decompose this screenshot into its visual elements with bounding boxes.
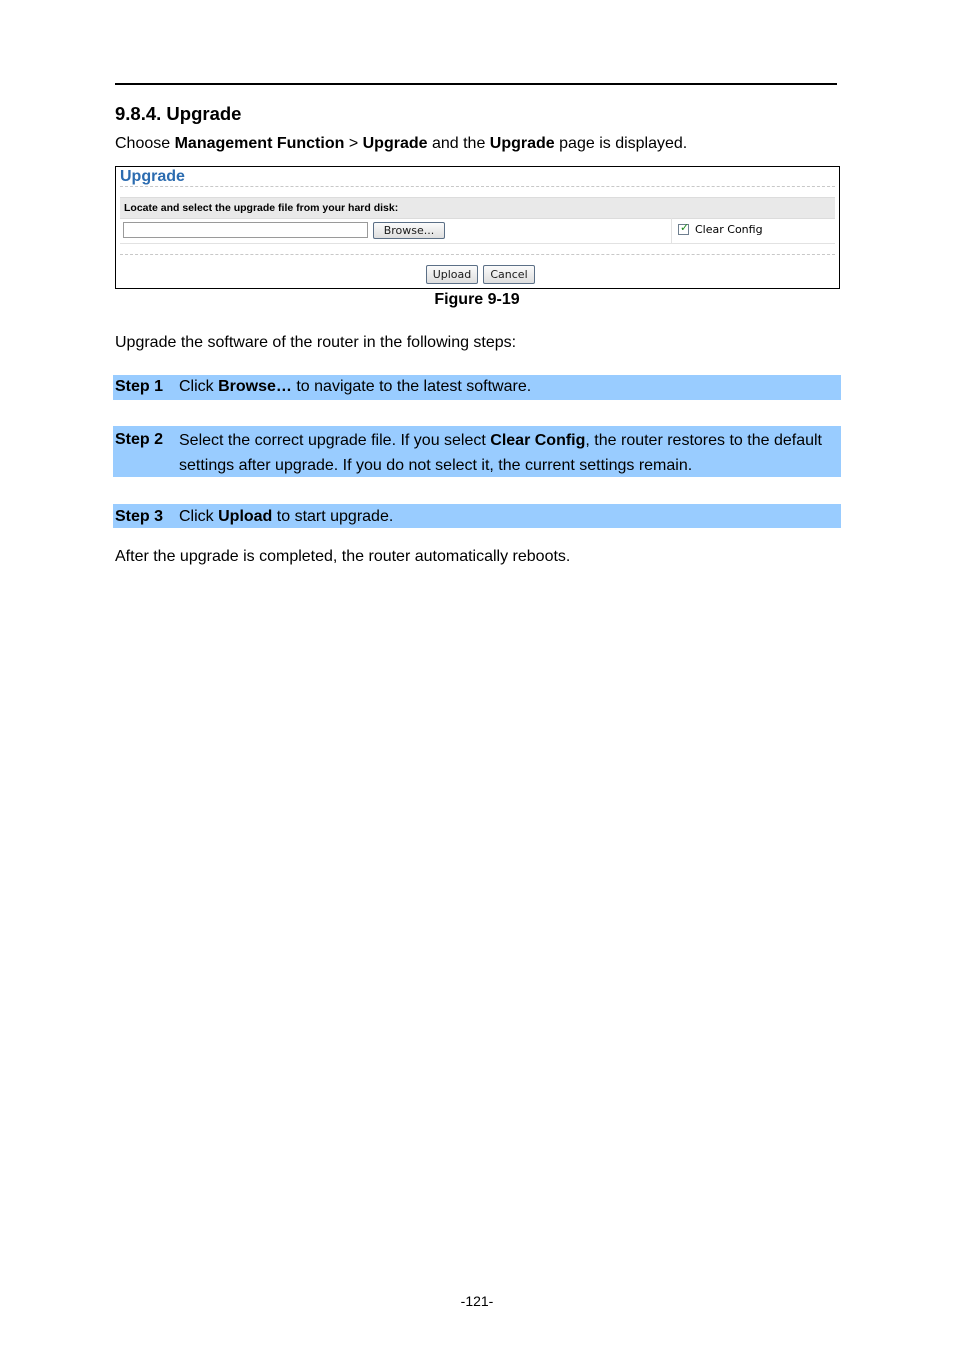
dashed-divider: [120, 254, 835, 255]
cell-separator: [671, 218, 672, 243]
upgrade-panel: [115, 166, 840, 289]
dashed-divider: [120, 186, 835, 187]
step-text-part: to navigate to the latest software.: [291, 378, 532, 395]
step-number: Step 1: [115, 378, 164, 395]
step-text: [179, 507, 829, 527]
intro-submenu-name: Upgrade: [362, 135, 428, 152]
intro-page-name: Upgrade: [489, 135, 555, 152]
cancel-button[interactable]: Cancel: [483, 265, 535, 284]
step-bold-term: Clear Config: [490, 432, 586, 449]
intro-text-1: Choose: [115, 135, 175, 152]
intro-text-2: >: [344, 135, 363, 152]
page-number: -121-: [460, 1293, 494, 1309]
panel-title: Upgrade: [120, 168, 185, 185]
clear-config-label: Clear Config: [695, 223, 763, 236]
intro-text-4: page is displayed.: [554, 135, 688, 152]
upload-button[interactable]: Upload: [426, 265, 478, 284]
section-title: 9.8.4. Upgrade: [115, 103, 242, 124]
intro-text-3: and the: [427, 135, 490, 152]
lead-paragraph: Upgrade the software of the router in the following steps:: [115, 334, 517, 351]
locate-row: [120, 197, 835, 219]
step-text-part: Click: [179, 508, 219, 525]
step-text-part: to start upgrade.: [272, 508, 394, 525]
step-bold-term: Browse…: [218, 378, 292, 395]
step-number: Step 2: [115, 431, 164, 448]
figure-caption: Figure 9-19: [434, 291, 520, 308]
locate-label: Locate and select the upgrade file from your hard disk:: [124, 202, 399, 214]
check-mark-icon: ✓: [680, 221, 690, 234]
intro-menu-name: Management Function: [174, 135, 345, 152]
step-1: [113, 375, 841, 400]
step-text: [179, 377, 829, 397]
step-text-part: Select the correct upgrade file. If you select: [179, 432, 491, 449]
step-3: [113, 504, 841, 528]
file-row: [120, 218, 835, 244]
top-rule: [115, 83, 837, 85]
file-path-input[interactable]: [123, 222, 368, 238]
step-text-part: , the router restores to the default settings after upgrade. If you do not select it, the current settings remain.: [179, 432, 822, 474]
step-text-part: Click: [179, 378, 219, 395]
step-bold-term: Upload: [218, 508, 273, 525]
browse-button[interactable]: Browse...: [373, 222, 445, 239]
outro-paragraph: After the upgrade is completed, the router automatically reboots.: [115, 548, 571, 565]
step-text: [179, 428, 829, 478]
clear-config-checkbox[interactable]: [678, 221, 690, 235]
step-number: Step 3: [115, 508, 164, 525]
intro-paragraph: [115, 134, 687, 154]
step-2: [113, 426, 841, 477]
